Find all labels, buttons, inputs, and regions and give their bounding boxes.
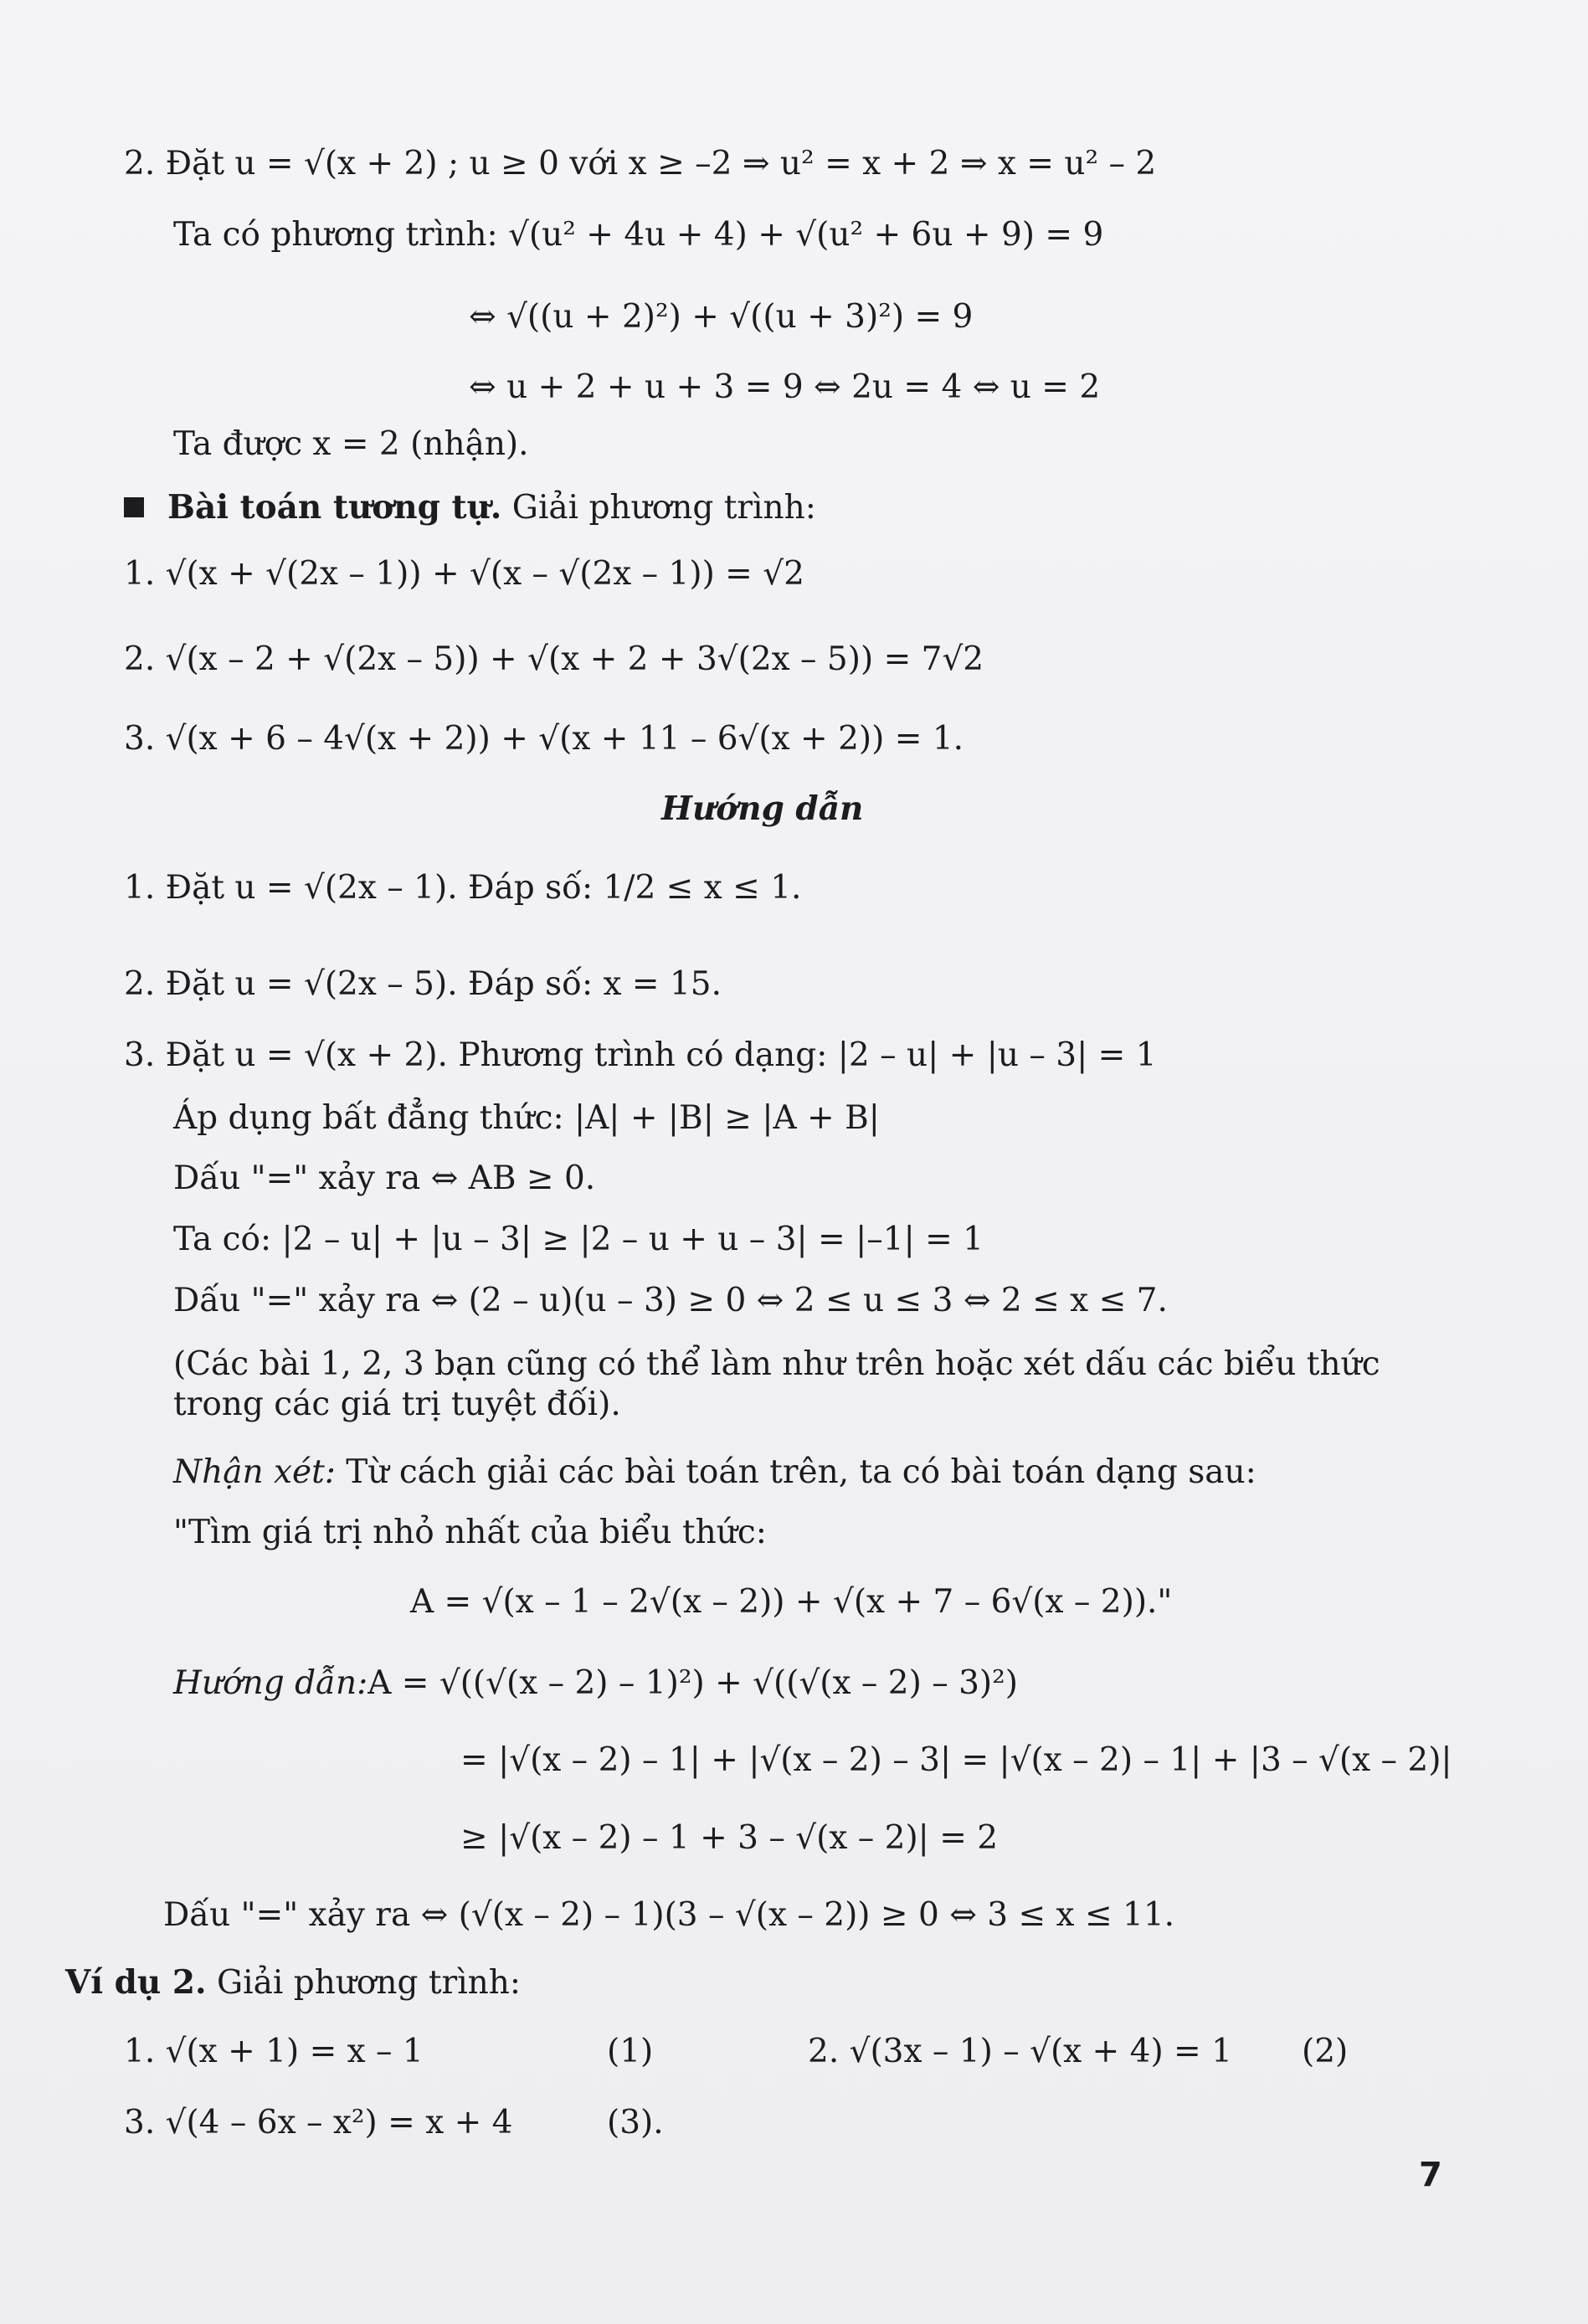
min-value-problem: "Tìm giá trị nhỏ nhất của biểu thức: — [173, 1514, 767, 1551]
problem-3: 3. √(x + 6 – 4√(x + 2)) + √(x + 11 – 6√(x + 2)) = 1. — [124, 720, 964, 758]
guide-a-step-3: ≥ |√(x – 2) – 1 + 3 – √(x – 2)| = 2 — [460, 1819, 999, 1857]
remark: Nhận xét: Từ cách giải các bài toán trên, ta có bài toán dạng sau: — [173, 1453, 1257, 1491]
example-2-eq-1-number: (1) — [607, 2033, 654, 2070]
equation-in-u: Ta có phương trình: √(u² + 4u + 4) + √(u² + 6u + 9) = 9 — [173, 216, 1104, 254]
inequality-rule: Áp dụng bất đẳng thức: |A| + |B| ≥ |A + B| — [173, 1099, 880, 1137]
guide-heading: Hướng dẫn — [661, 789, 864, 828]
note-line-1: (Các bài 1, 2, 3 bạn cũng có thể làm như trên hoặc xét dấu các biểu thức — [173, 1345, 1380, 1383]
guide-3: 3. Đặt u = √(x + 2). Phương trình có dạng: |2 – u| + |u – 3| = 1 — [124, 1036, 1157, 1074]
equation-squares: ⇔ √((u + 2)²) + √((u + 3)²) = 9 — [469, 298, 974, 336]
equality-condition: Dấu "=" xảy ra ⇔ AB ≥ 0. — [173, 1159, 596, 1197]
problem-1: 1. √(x + √(2x – 1)) + √(x – √(2x – 1)) = √2 — [124, 555, 804, 593]
guide-a-step-2: = |√(x – 2) – 1| + |√(x – 2) – 3| = |√(x – 2) – 1| + |3 – √(x – 2)| — [460, 1741, 1452, 1779]
problem-2: 2. √(x – 2 + √(2x – 5)) + √(x + 2 + 3√(2x – 5)) = 7√2 — [124, 640, 984, 678]
guide-a-conclusion: Dấu "=" xảy ra ⇔ (√(x – 2) – 1)(3 – √(x – 2)) ≥ 0 ⇔ 3 ≤ x ≤ 11. — [163, 1896, 1175, 1934]
equality-solution: Dấu "=" xảy ra ⇔ (2 – u)(u – 3) ≥ 0 ⇔ 2 ≤ u ≤ 3 ⇔ 2 ≤ x ≤ 7. — [173, 1282, 1168, 1319]
equation-solution: ⇔ u + 2 + u + 3 = 9 ⇔ 2u = 4 ⇔ u = 2 — [469, 368, 1101, 406]
step-2-substitution: 2. Đặt u = √(x + 2) ; u ≥ 0 với x ≥ –2 ⇒ u² = x + 2 ⇒ x = u² – 2 — [124, 145, 1157, 183]
similar-problems-heading: Bài toán tương tự. Giải phương trình: — [124, 486, 816, 530]
guide-1: 1. Đặt u = √(2x – 1). Đáp số: 1/2 ≤ x ≤ 1. — [124, 869, 802, 907]
bullet-square-icon — [124, 497, 144, 517]
result-x: Ta được x = 2 (nhận). — [173, 425, 529, 463]
absolute-sum: Ta có: |2 – u| + |u – 3| ≥ |2 – u + u – 3| = |–1| = 1 — [173, 1221, 984, 1258]
page-number: 7 — [1419, 2156, 1442, 2194]
guide-a: Hướng dẫn:A = √((√(x – 2) – 1)²) + √((√(x – 2) – 3)²) — [173, 1664, 1019, 1702]
example-2-eq-3-number: (3). — [607, 2104, 664, 2141]
example-2-eq-2: 2. √(3x – 1) – √(x + 4) = 1 — [808, 2033, 1232, 2070]
example-2-heading: Ví dụ 2. Giải phương trình: — [65, 1963, 522, 2002]
note-line-2: trong các giá trị tuyệt đối). — [173, 1386, 621, 1423]
guide-2: 2. Đặt u = √(2x – 5). Đáp số: x = 15. — [124, 965, 722, 1003]
example-2-eq-2-number: (2) — [1302, 2033, 1349, 2070]
example-2-eq-3: 3. √(4 – 6x – x²) = x + 4 — [124, 2104, 513, 2141]
example-2-eq-1: 1. √(x + 1) = x – 1 — [124, 2033, 424, 2070]
expression-a: A = √(x – 1 – 2√(x – 2)) + √(x + 7 – 6√(x – 2))." — [410, 1583, 1173, 1621]
